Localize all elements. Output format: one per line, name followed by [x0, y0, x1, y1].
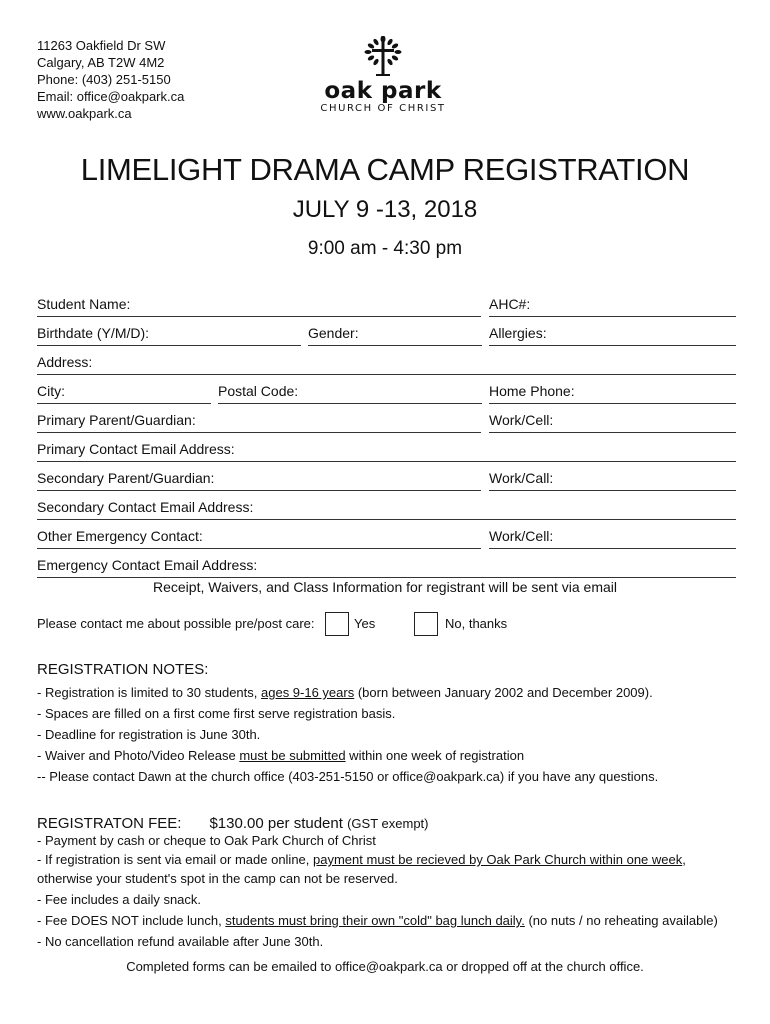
postal-code-label: Postal Code: — [218, 383, 299, 399]
logo-subtitle: CHURCH OF CHRIST — [320, 103, 446, 114]
page-title: LIMELIGHT DRAMA CAMP REGISTRATION — [80, 152, 690, 187]
camp-dates: JULY 9 -13, 2018 — [292, 196, 478, 223]
ahc-label: AHC#: — [489, 296, 531, 312]
fee-lunch: - Fee DOES NOT include lunch, students must bring their own "cold" bag lunch daily. (no nuts / no reheating available) — [37, 913, 718, 928]
address-street: 11263 Oakfield Dr SW — [37, 38, 166, 53]
note-waiver: - Waiver and Photo/Video Release must be submitted within one week of registration — [37, 748, 525, 763]
church-logo — [318, 36, 448, 115]
form-row-birthdate — [37, 317, 736, 346]
fee-payment-method: - Payment by cash or cheque to Oak Park Church of Christ — [37, 833, 376, 848]
note-deadline: - Deadline for registration is June 30th. — [37, 727, 261, 742]
form-row-secondary-email — [37, 491, 736, 520]
secondary-email-label: Secondary Contact Email Address: — [37, 499, 254, 515]
address-city: Calgary, AB T2W 4M2 — [37, 55, 165, 70]
city-label: City: — [37, 383, 65, 399]
footer-instructions: Completed forms can be emailed to office@oakpark.ca or dropped off at the church office. — [126, 959, 644, 974]
form-row-emergency — [37, 520, 736, 549]
receipt-notice: Receipt, Waivers, and Class Information for registrant will be sent via email — [153, 579, 617, 595]
home-phone-label: Home Phone: — [489, 383, 575, 399]
form-row-address — [37, 346, 736, 375]
fee-online-payment: - If registration is sent via email or made online, payment must be recieved by Oak Park Church within one week, — [37, 852, 686, 867]
secondary-guardian-label: Secondary Parent/Guardian: — [37, 470, 215, 486]
allergies-label: Allergies: — [489, 325, 547, 341]
precare-no-checkbox[interactable] — [414, 612, 438, 636]
church-address-block — [37, 37, 184, 122]
other-emergency-label: Other Emergency Contact: — [37, 528, 203, 544]
precare-no-label: No, thanks — [445, 616, 508, 631]
precare-question: Please contact me about possible pre/post care: — [37, 616, 315, 631]
address-website: www.oakpark.ca — [37, 106, 132, 121]
registration-notes-heading: REGISTRATION NOTES: — [37, 661, 209, 678]
birthdate-label: Birthdate (Y/M/D): — [37, 325, 150, 341]
address-phone: Phone: (403) 251-5150 — [37, 72, 171, 87]
primary-email-label: Primary Contact Email Address: — [37, 441, 235, 457]
fee-heading-line — [37, 815, 428, 832]
tree-cross-icon — [363, 36, 403, 78]
address-label: Address: — [37, 354, 93, 370]
fee-spot-reserved: otherwise your student's spot in the camp can not be reserved. — [37, 871, 398, 886]
emergency-email-label: Emergency Contact Email Address: — [37, 557, 258, 573]
note-student-limit: - Registration is limited to 30 students, ages 9-16 years (born between January 2002 and December 2009). — [37, 685, 653, 700]
gender-label: Gender: — [308, 325, 359, 341]
form-row-secondary-guardian — [37, 462, 736, 491]
form-row-primary-guardian — [37, 404, 736, 433]
camp-hours: 9:00 am - 4:30 pm — [307, 238, 463, 259]
fee-snack: - Fee includes a daily snack. — [37, 892, 202, 907]
fee-gst: (GST exempt) — [347, 816, 429, 831]
emergency-work-label: Work/Cell: — [489, 528, 554, 544]
secondary-work-label: Work/Call: — [489, 470, 554, 486]
fee-heading: REGISTRATON FEE: — [37, 815, 182, 832]
address-email: Email: office@oakpark.ca — [37, 89, 185, 104]
fee-amount: $130.00 per student — [209, 815, 343, 832]
logo-name: oak park — [324, 78, 442, 104]
form-row-student — [37, 288, 736, 317]
precare-yes-checkbox[interactable] — [325, 612, 349, 636]
form-row-city — [37, 375, 736, 404]
precare-yes-label: Yes — [354, 616, 376, 631]
note-contact: -- Please contact Dawn at the church office (403-251-5150 or office@oakpark.ca) if you have any questions. — [37, 769, 659, 784]
note-first-come: - Spaces are filled on a first come first serve registration basis. — [37, 706, 396, 721]
student-name-label: Student Name: — [37, 296, 131, 312]
emergency-email-field[interactable] — [37, 577, 736, 578]
fee-refund: - No cancellation refund available after June 30th. — [37, 934, 324, 949]
primary-guardian-label: Primary Parent/Guardian: — [37, 412, 196, 428]
form-row-primary-email — [37, 433, 736, 462]
primary-work-label: Work/Cell: — [489, 412, 554, 428]
form-row-emergency-email — [37, 549, 736, 578]
